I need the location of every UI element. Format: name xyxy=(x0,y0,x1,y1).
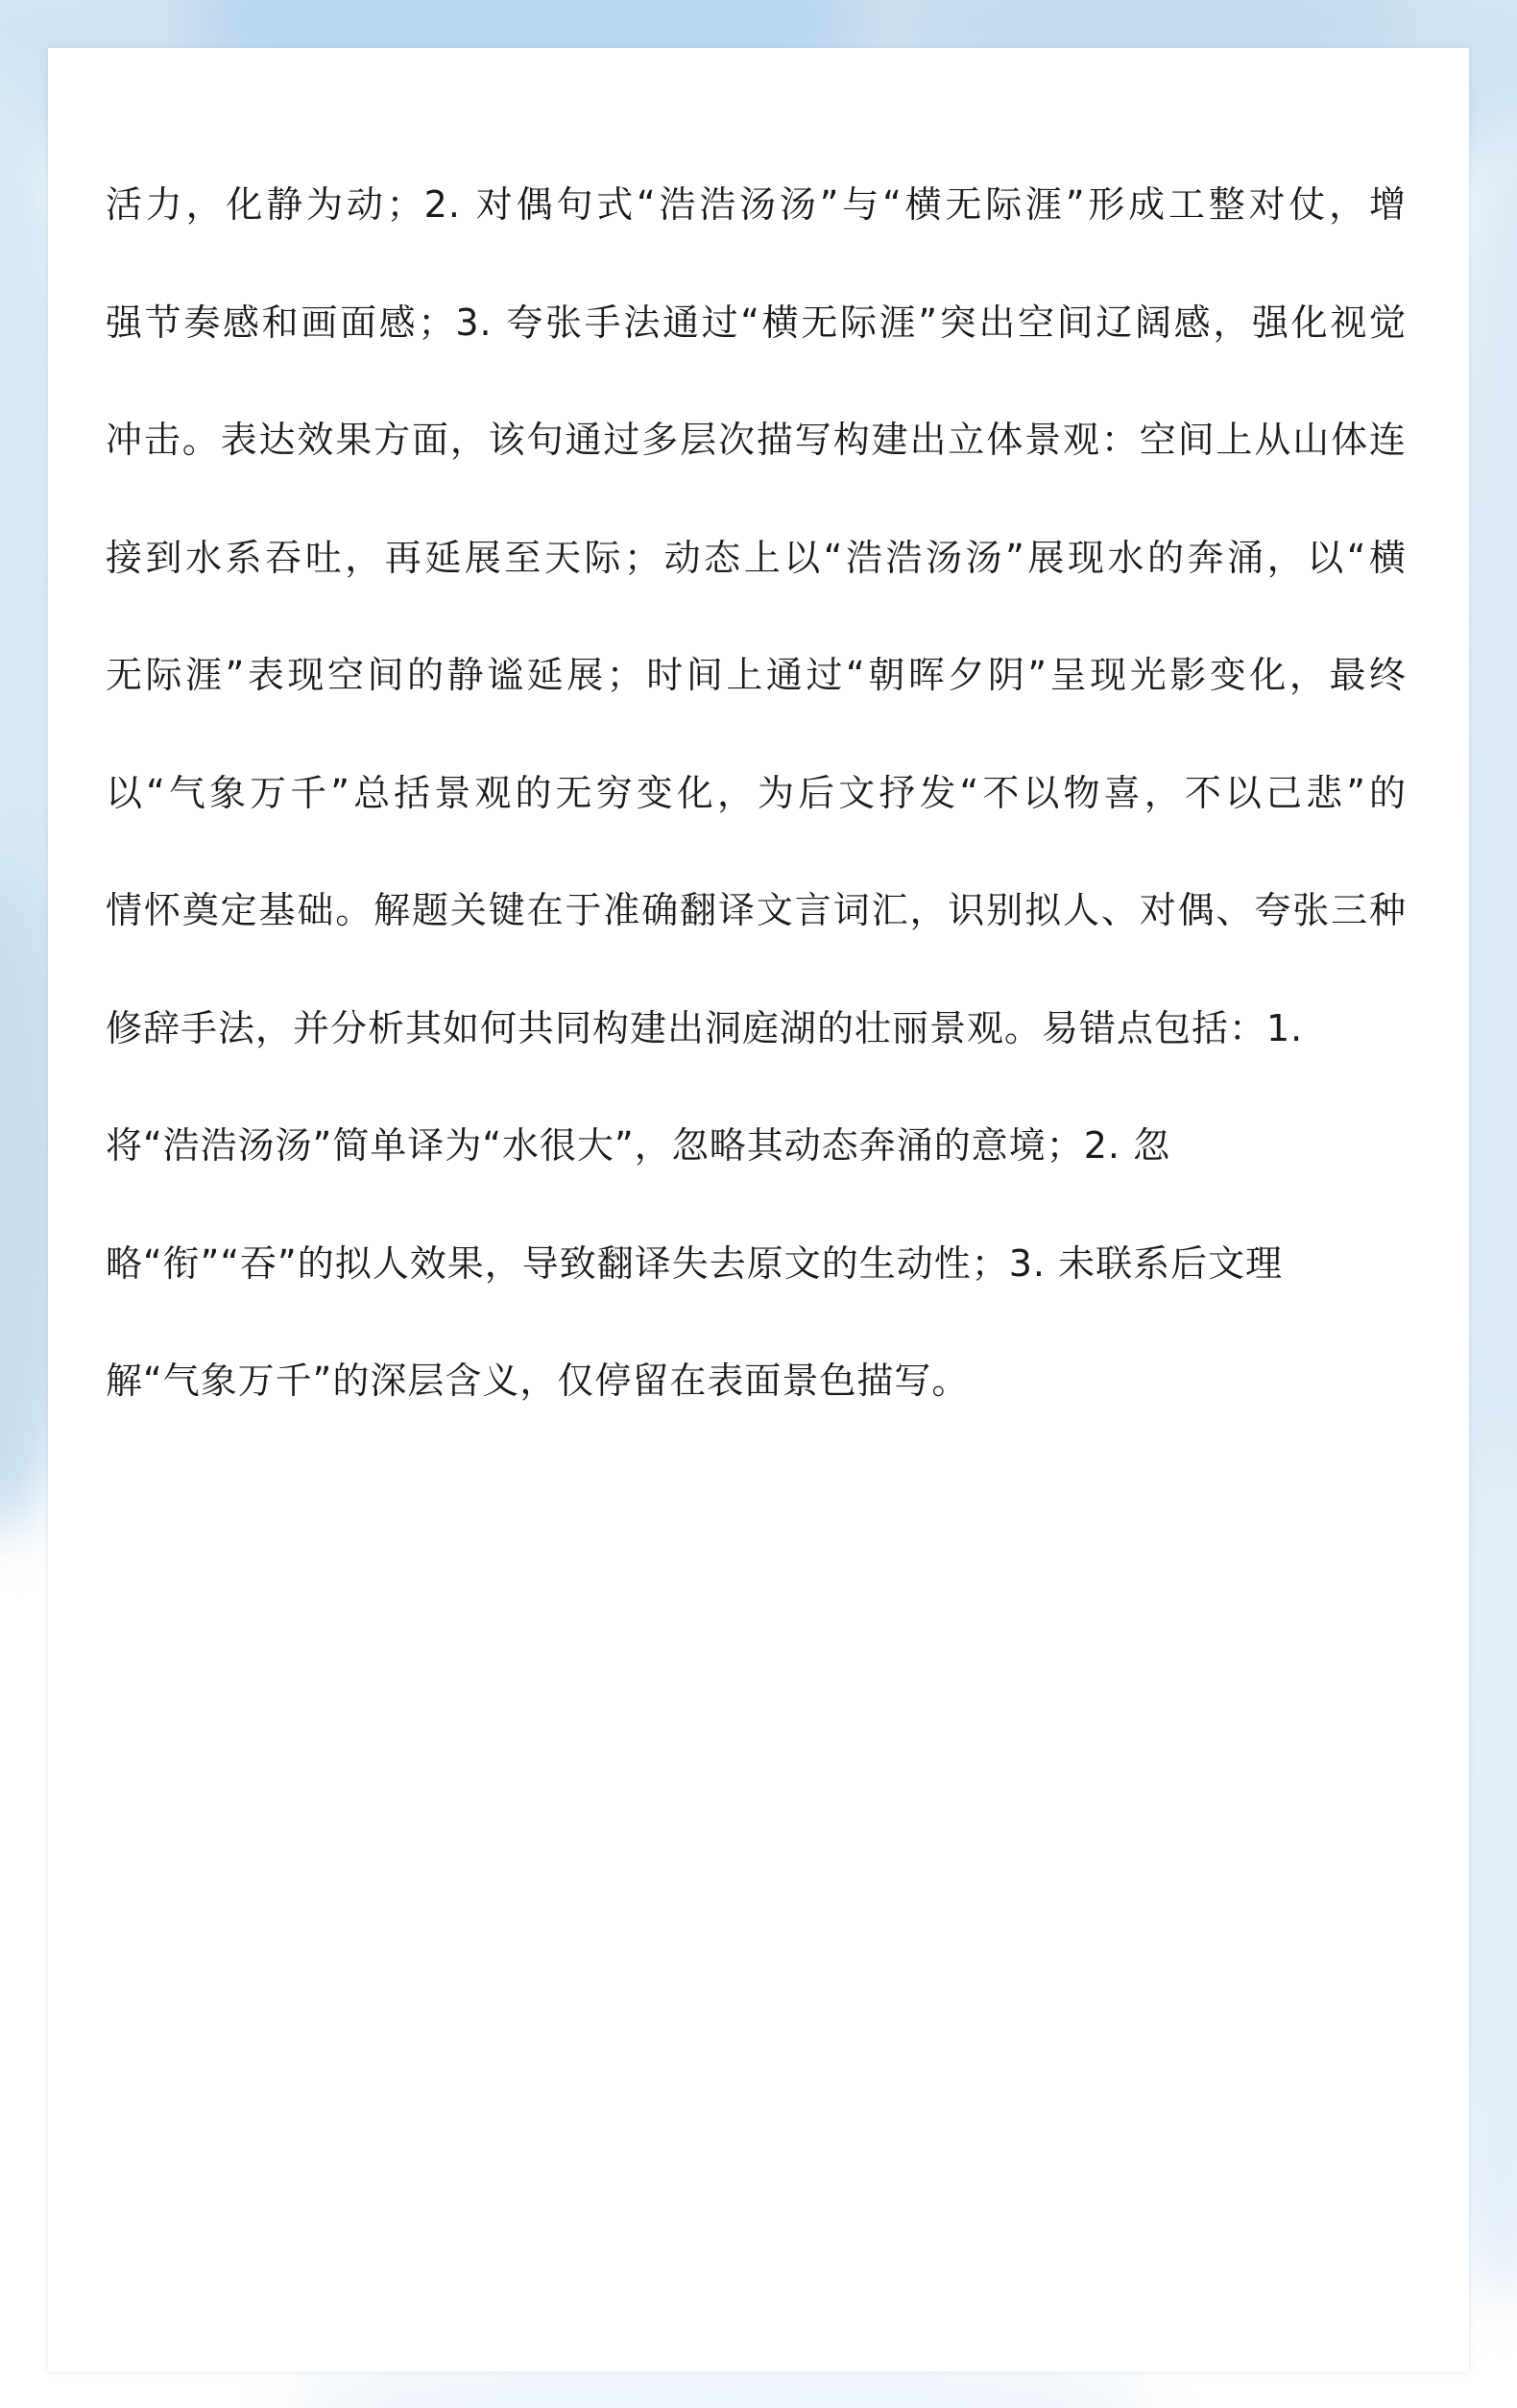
text-line: 修辞手法，并分析其如何共同构建出洞庭湖的壮丽景观。易错点包括：1. xyxy=(106,1006,1304,1049)
article-text xyxy=(106,146,1407,1440)
text-line: 冲击。表达效果方面，该句通过多层次描写构建出立体景观：空间上从山体连 xyxy=(106,419,1407,461)
text-line: 无际涯”表现空间的静谧延展；时间上通过“朝晖夕阴”呈现光影变化，最终 xyxy=(106,654,1407,696)
text-line: 以“气象万千”总括景观的无穷变化，为后文抒发“不以物喜，不以己悲”的 xyxy=(106,771,1407,814)
text-line: 解“气象万千”的深层含义，仅停留在表面景色描写。 xyxy=(106,1360,970,1402)
text-line: 活力，化静为动；2. 对偶句式“浩浩汤汤”与“横无际涯”形成工整对仗，增 xyxy=(106,183,1407,226)
text-line: 略“衔”“吞”的拟人效果，导致翻译失去原文的生动性；3. 未联系后文理 xyxy=(106,1241,1284,1285)
text-line: 接到水系吞吐，再延展至天际；动态上以“浩浩汤汤”展现水的奔涌，以“横 xyxy=(106,536,1407,579)
paper-card xyxy=(48,48,1469,2372)
text-line: 将“浩浩汤汤”简单译为“水很大”，忽略其动态奔涌的意境；2. 忽 xyxy=(106,1124,1171,1167)
text-line: 强节奏感和画面感；3. 夸张手法通过“横无际涯”突出空间辽阔感，强化视觉 xyxy=(106,301,1407,344)
text-line: 情怀奠定基础。解题关键在于准确翻译文言词汇，识别拟人、对偶、夸张三种 xyxy=(106,889,1407,931)
